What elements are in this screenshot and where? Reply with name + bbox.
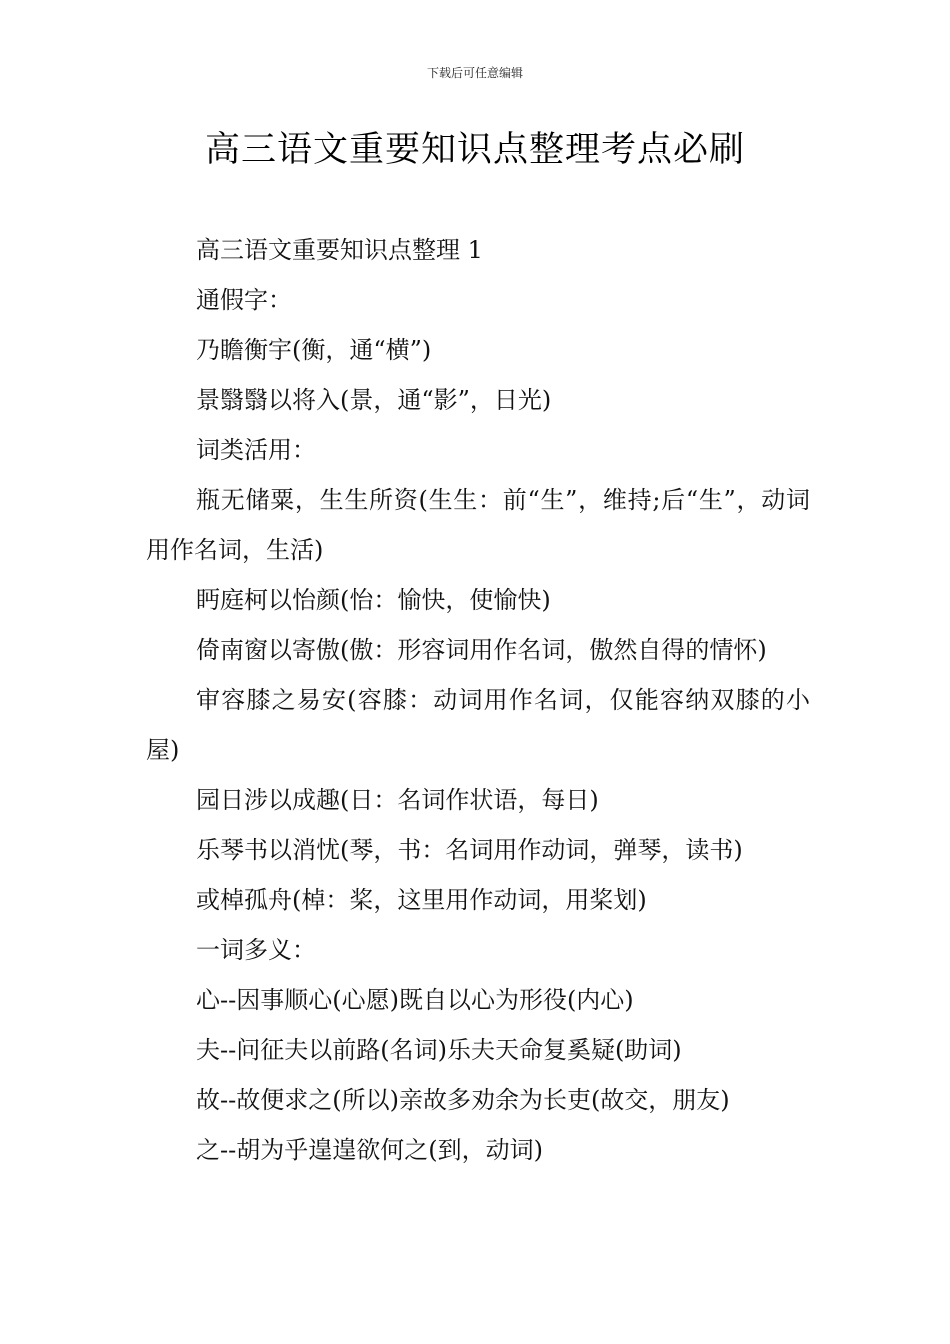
paragraph-cileihuoyong-heading: 词类活用： [196,436,316,464]
paragraph-tongjiazi-heading: 通假字： [196,286,292,314]
header-note: 下载后可任意编辑 [426,66,523,80]
paragraph-example: 瓶无储粟，生生所资(生生：前“生”，维持;后“生”，动词用作名词，生活) [146,486,810,564]
document-title: 高三语文重要知识点整理考点必刷 [204,130,745,170]
paragraph-example: 倚南窗以寄傲(傲：形容词用作名词，傲然自得的情怀) [196,636,767,664]
paragraph-yiciduoyi-heading: 一词多义： [196,936,316,964]
paragraph-example: 或棹孤舟(棹：桨，这里用作动词，用桨划) [196,886,647,914]
document-body [146,225,810,1175]
paragraph-example: 乃瞻衡宇(衡，通“横”) [196,336,432,364]
paragraph-example: 心--因事顺心(心愿)既自以心为形役(内心) [196,986,634,1014]
paragraph-example: 夫--问征夫以前路(名词)乐夫天命复奚疑(助词) [196,1036,682,1064]
paragraph-example: 故--故便求之(所以)亲故多劝余为长吏(故交，朋友) [196,1086,730,1114]
paragraph-example: 眄庭柯以怡颜(怡：愉快，使愉快) [196,586,551,614]
paragraph-example: 之--胡为乎遑遑欲何之(到，动词) [196,1136,543,1164]
paragraph-example: 乐琴书以消忧(琴，书：名词用作动词，弹琴，读书) [196,836,743,864]
paragraph-example: 审容膝之易安(容膝：动词用作名词，仅能容纳双膝的小屋) [146,686,810,764]
paragraph-example: 景翳翳以将入(景，通“影”，日光) [196,386,552,414]
paragraph-section-heading: 高三语文重要知识点整理 1 [196,236,483,264]
paragraph-example: 园日涉以成趣(日：名词作状语，每日) [196,786,599,814]
